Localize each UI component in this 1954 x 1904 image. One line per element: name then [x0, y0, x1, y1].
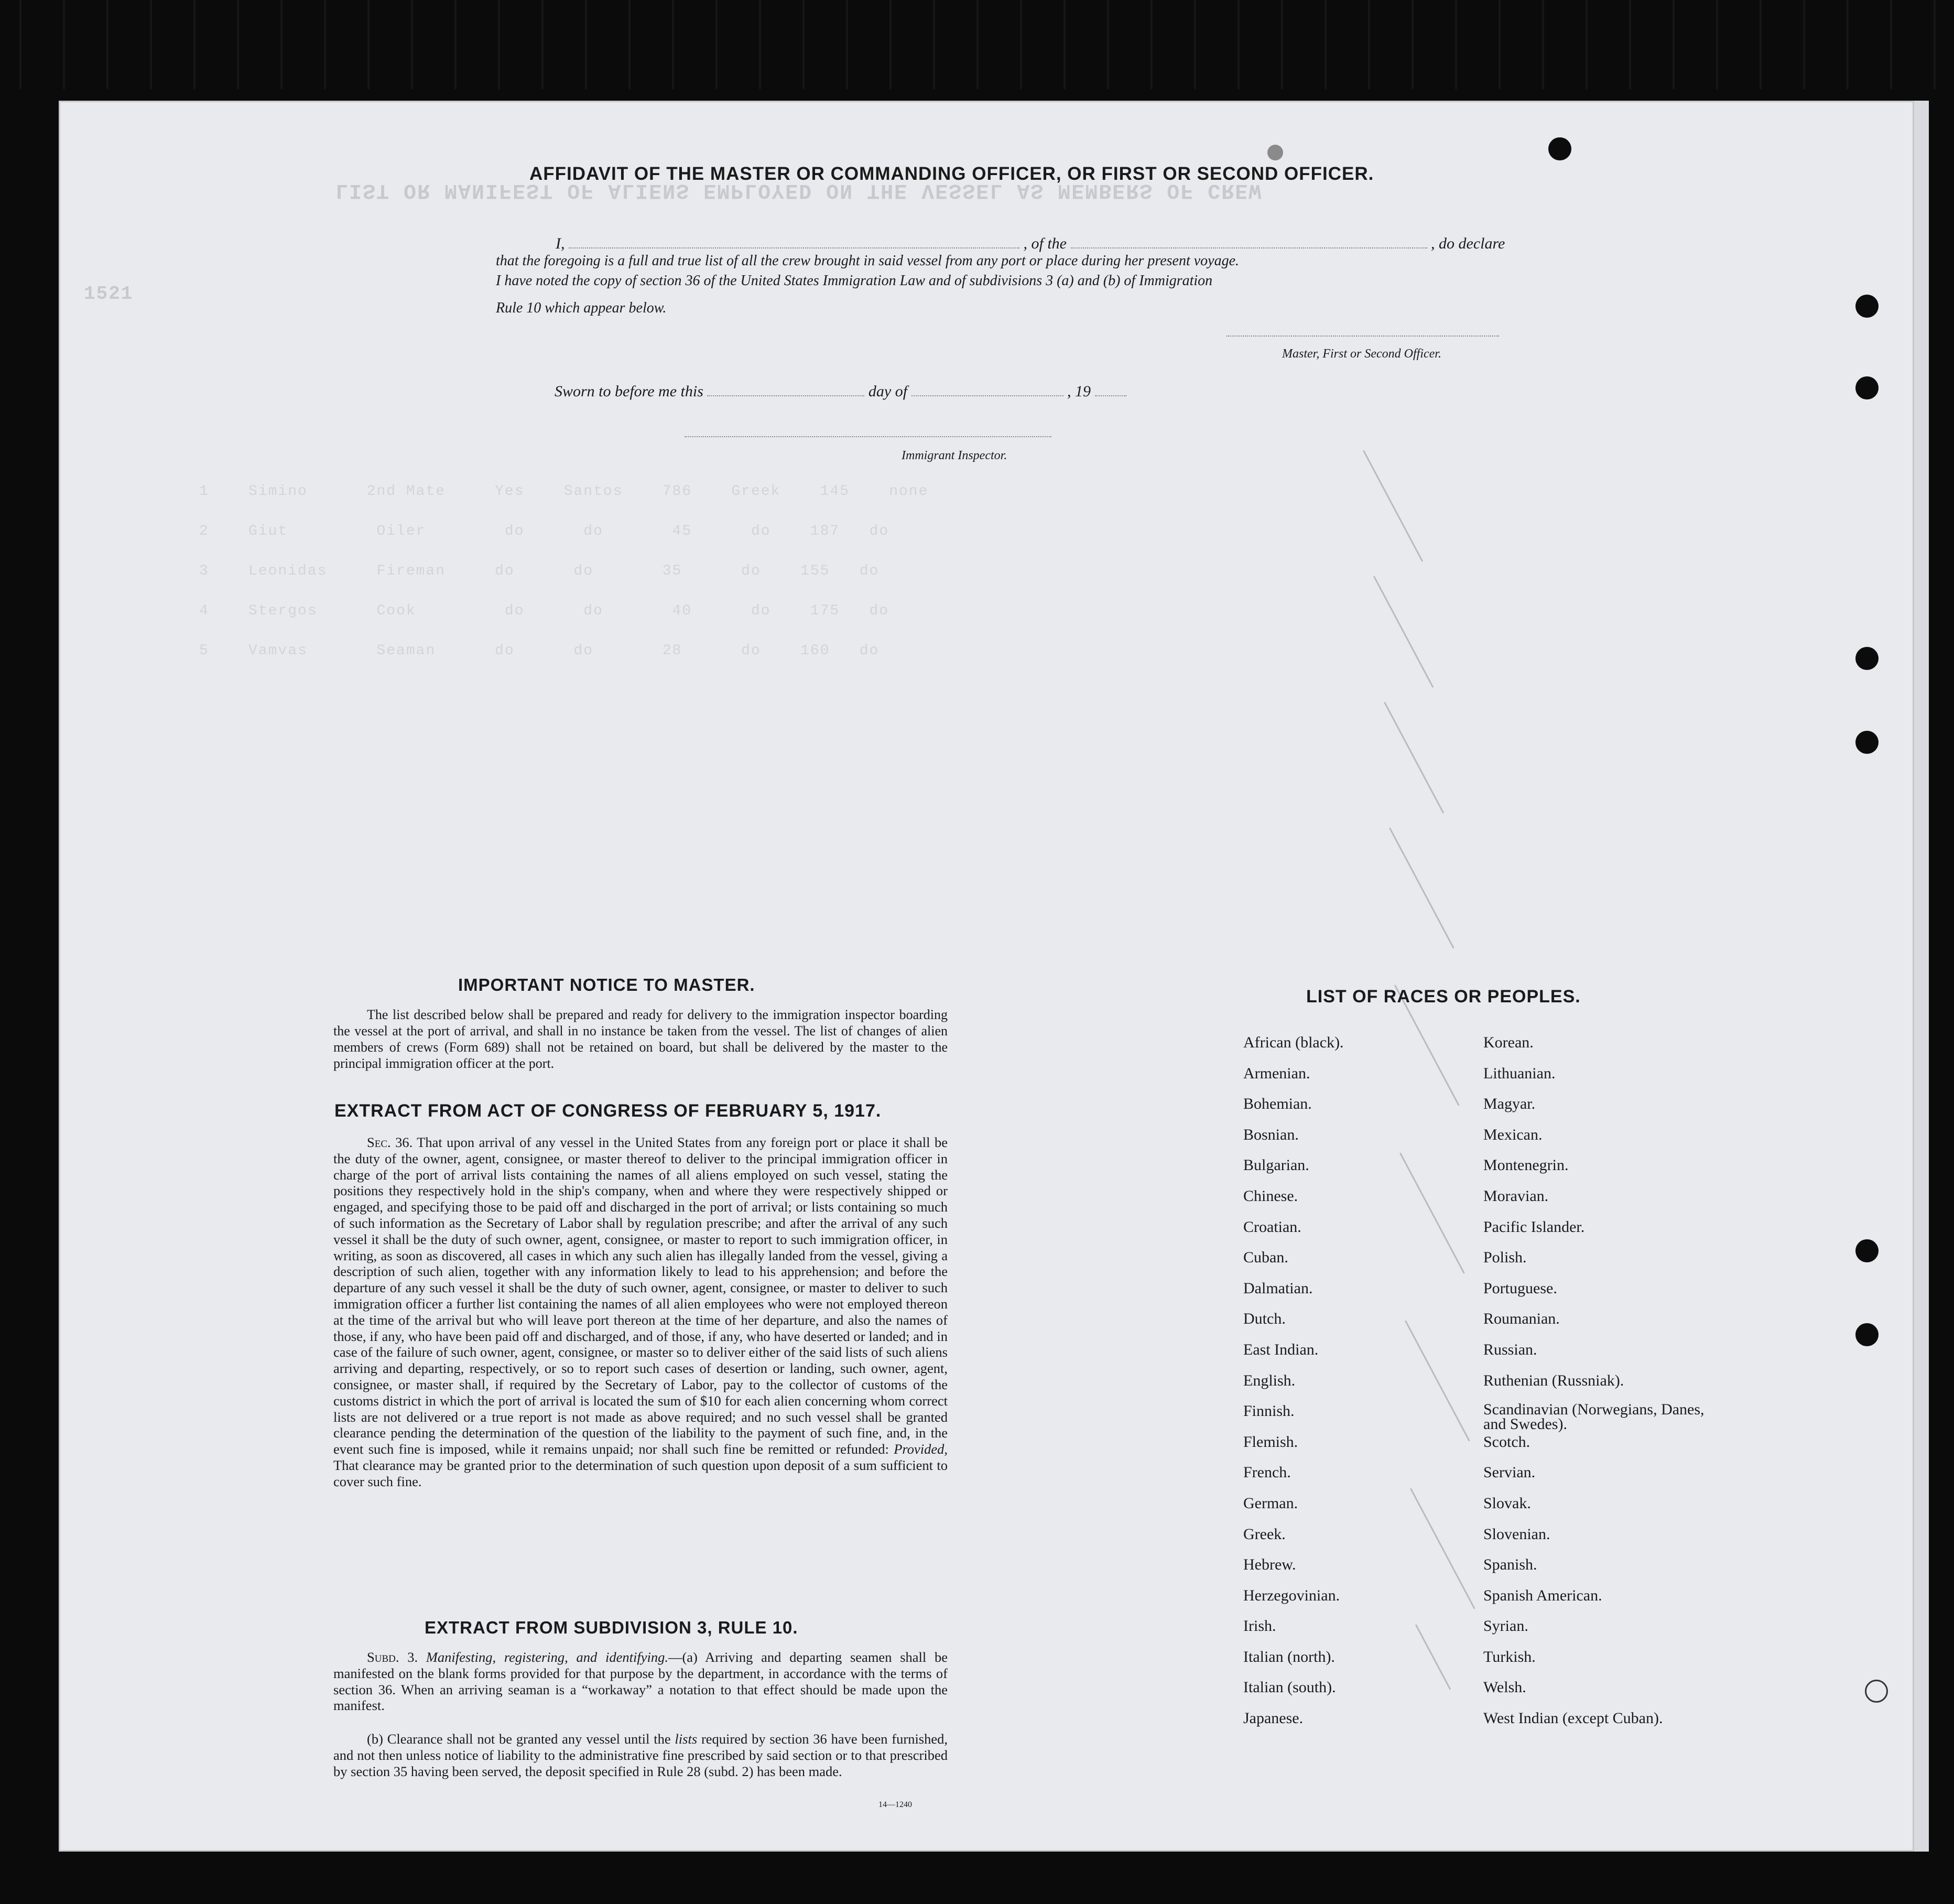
race-item: Italian (north).: [1243, 1648, 1335, 1665]
race-item: Hebrew.: [1243, 1556, 1296, 1574]
race-item: African (black).: [1243, 1034, 1344, 1051]
sworn-month-field[interactable]: [911, 395, 1063, 396]
race-item: Chinese.: [1243, 1187, 1298, 1205]
master-signature-line[interactable]: [1226, 336, 1499, 337]
race-item: Bulgarian.: [1243, 1156, 1309, 1174]
race-item: West Indian (except Cuban).: [1483, 1710, 1663, 1727]
punch-hole: [1865, 1680, 1888, 1703]
race-item: Polish.: [1483, 1249, 1527, 1267]
races-right-column: [1483, 1034, 1714, 1740]
race-item: Slovenian.: [1483, 1525, 1550, 1543]
affidavit-declare: , do declare: [1431, 235, 1505, 252]
year-text: , 19: [1067, 383, 1091, 400]
para-a-text: —(a) Arriving and departing seamen shall be manifested on the blank forms provided for that purpose by the department, in accordance with the terms of section 36. When an arriving seaman is a “workaway” a notation to that effect should be made upon the manifest.: [333, 1649, 948, 1714]
race-item: Japanese.: [1243, 1710, 1304, 1727]
race-item: Lithuanian.: [1483, 1064, 1556, 1082]
race-item: East Indian.: [1243, 1340, 1319, 1358]
act-text: That upon arrival of any vessel in the United States from any foreign port or place it shall be the duty of the owner, agent, consignee, or master thereof to deliver to the principal immigration officer in charge of the port of arrival lists containing the names of all aliens employed on such vessel, stating the positions they respectively hold in the ship's company, when and where they were respectively shipped or engaged, and specifying those to be paid off and discharged in the port of arrival; or lists containing so much of such information as the Secretary of Labor shall by regulation prescribe; and after the arrival of any such vessel it shall be the duty of such owner, agent, consignee, or master to report to such immigration officer, in writing, as soon as discovered, all cases in which any such alien has illegally landed from the vessel, giving a description of such alien, together with any information likely to lead to his apprehension; and before the departure of any such vessel it shall be the duty of such owner, agent, consignee, or master to deliver to such immigration officer a further list containing the names of all alien employees who were not employed thereon at the time of the arrival but who will leave port thereon at the time of her departure, and also the names of those, if any, who have been paid off and discharged, and of those, if any, who have deserted or landed; and in case of the failure of such owner, agent, consignee, or master so to deliver either of the said lists of such aliens arriving and departing, respectively, or so to report such cases of desertion or landing, such owner, agent, consignee, or master shall, if required by the Secretary of Labor, pay to the collector of customs of the customs district in which the port of arrival is located the sum of $10 for each alien concerning whom correct lists are not delivered or a true report is not made as above required; and no such vessel shall be granted clearance pending the determination of the question of the liability to the payment of such fine, and, in the event such fine is imposed, while it remains unpaid; nor shall such fine be remitted or refunded:: [333, 1134, 948, 1457]
punch-hole: [1855, 376, 1879, 399]
para-b-start: (b) Clearance shall not be granted any vessel until the: [367, 1731, 671, 1747]
subd-heading: Manifesting, registering, and identifying.: [426, 1649, 668, 1665]
punch-hole: [1548, 137, 1571, 160]
act-provided: Provided,: [894, 1441, 948, 1457]
race-item: Welsh.: [1483, 1679, 1526, 1696]
notice-title: IMPORTANT NOTICE TO MASTER.: [458, 975, 755, 994]
race-item: Magyar.: [1483, 1095, 1536, 1113]
affidavit-of-the: , of the: [1023, 235, 1067, 252]
race-item: Servian.: [1483, 1464, 1536, 1481]
sworn-year-field[interactable]: [1095, 395, 1126, 396]
race-item: Armenian.: [1243, 1064, 1310, 1082]
race-item: Pacific Islander.: [1483, 1218, 1585, 1236]
para-b-lists: lists: [675, 1731, 698, 1747]
race-item: Spanish American.: [1483, 1586, 1602, 1604]
act-body: [333, 1134, 948, 1490]
affidavit-title: AFFIDAVIT OF THE MASTER OR COMMANDING OFFICER, OR FIRST OR SECOND OFFICER.: [529, 164, 1374, 184]
race-item: Korean.: [1483, 1034, 1534, 1051]
race-item: Dalmatian.: [1243, 1279, 1313, 1297]
race-item: Mexican.: [1483, 1126, 1543, 1143]
punch-hole: [1855, 1239, 1879, 1262]
race-item: Moravian.: [1483, 1187, 1549, 1205]
race-item: English.: [1243, 1371, 1296, 1389]
punch-hole: [1855, 647, 1879, 670]
affidavit-i: I,: [556, 235, 565, 252]
day-of-text: day of: [868, 383, 908, 400]
rule-title: EXTRACT FROM SUBDIVISION 3, RULE 10.: [425, 1618, 798, 1637]
punch-hole: [1855, 731, 1879, 754]
race-item: Roumanian.: [1483, 1310, 1560, 1328]
race-item: Cuban.: [1243, 1249, 1288, 1267]
rule-para-a: [333, 1649, 948, 1714]
race-item: Greek.: [1243, 1525, 1286, 1543]
race-item: Turkish.: [1483, 1648, 1536, 1665]
sworn-day-field[interactable]: [707, 395, 864, 396]
bleed-through-col-left: 1521: [84, 283, 134, 305]
punch-hole: [1855, 295, 1879, 318]
name-field[interactable]: [569, 247, 1019, 248]
bleed-through-rows: 1 Simino 2nd Mate Yes Santos 786 Greek 145 none 2 Giut Oiler do do 45 do 187 do 3 Leonidas Fireman do do 35 do 155 do 4 Stergos Cook do do 40 do 175 do 5 Vamvas Seaman do do 28 do 160 do: [199, 483, 929, 659]
race-item: Russian.: [1483, 1340, 1537, 1358]
inspector-signature-label: Immigrant Inspector.: [902, 449, 1007, 462]
sworn-line: [555, 383, 1126, 401]
race-item: German.: [1243, 1494, 1298, 1512]
race-item: Herzegovinian.: [1243, 1586, 1340, 1604]
punch-hole: [1267, 145, 1283, 160]
race-item: Slovak.: [1483, 1494, 1531, 1512]
affidavit-line2: that the foregoing is a full and true list of all the crew brought in said vessel from any port or place during her present voyage.: [496, 253, 1240, 269]
race-item: Syrian.: [1483, 1617, 1528, 1635]
race-item: Ruthenian (Russniak).: [1483, 1371, 1624, 1389]
race-item: Spanish.: [1483, 1556, 1537, 1574]
form-number: 14—1240: [878, 1800, 912, 1809]
race-item: Montenegrin.: [1483, 1156, 1569, 1174]
sec-label: Sec. 36.: [367, 1134, 413, 1150]
act-text-end: That clearance may be granted prior to the determination of such question upon deposit of a sum sufficient to cover such fine.: [333, 1457, 948, 1489]
affidavit-line4: Rule 10 which appear below.: [496, 300, 667, 316]
rule-para-b: [333, 1731, 948, 1779]
page-edge: [1914, 101, 1929, 1852]
affidavit-line3: I have noted the copy of section 36 of the United States Immigration Law and of subdivisions 3 (a) and (b) of Immigration: [496, 273, 1213, 289]
race-item: Bosnian.: [1243, 1126, 1299, 1143]
bleed-through-heading: LIST OR MANIFEST OF ALIENS EMPLOYED ON THE VESSEL AS MEMBERS OF CREW: [335, 178, 1263, 202]
race-item: Finnish.: [1243, 1402, 1295, 1420]
race-item: Scandinavian (Norwegians, Danes, and Swedes).: [1483, 1401, 1705, 1433]
para-b-end: required by section 36 have been furnished, and not then unless notice of liability to the administrative fine prescribed by said section or to that prescribed by section 35 having been served, the deposit specified in Rule 28 (subd. 2) has been made.: [333, 1731, 948, 1779]
race-item: Italian (south).: [1243, 1679, 1336, 1696]
inspector-signature-line[interactable]: [685, 436, 1051, 437]
vessel-field[interactable]: [1071, 247, 1427, 248]
race-item: Flemish.: [1243, 1433, 1298, 1451]
notice-body: The list described below shall be prepared and ready for delivery to the immigration inspector boarding the vessel at the port of arrival, and shall in no instance be taken from the vessel. The list of changes of alien members of crews (Form 689) shall not be retained on board, but shall be delivered by the master to the principal immigration officer at the port.: [333, 1007, 948, 1071]
race-item: Croatian.: [1243, 1218, 1301, 1236]
race-item: Dutch.: [1243, 1310, 1286, 1328]
races-title: LIST OF RACES OR PEOPLES.: [1306, 987, 1581, 1007]
act-title: EXTRACT FROM ACT OF CONGRESS OF FEBRUARY 5, 1917.: [334, 1101, 882, 1121]
race-item: French.: [1243, 1464, 1291, 1481]
scanner-strip: [0, 0, 1954, 89]
races-left-column: [1243, 1034, 1463, 1740]
race-item: Scotch.: [1483, 1433, 1530, 1451]
race-item: Irish.: [1243, 1617, 1276, 1635]
master-signature-label: Master, First or Second Officer.: [1282, 347, 1441, 361]
race-item: Portuguese.: [1483, 1279, 1557, 1297]
sworn-text: Sworn to before me this: [555, 383, 703, 400]
affidavit-line1: [556, 235, 1505, 253]
race-item: Bohemian.: [1243, 1095, 1312, 1113]
punch-hole: [1855, 1323, 1879, 1346]
subd-label: Subd. 3.: [367, 1649, 418, 1665]
